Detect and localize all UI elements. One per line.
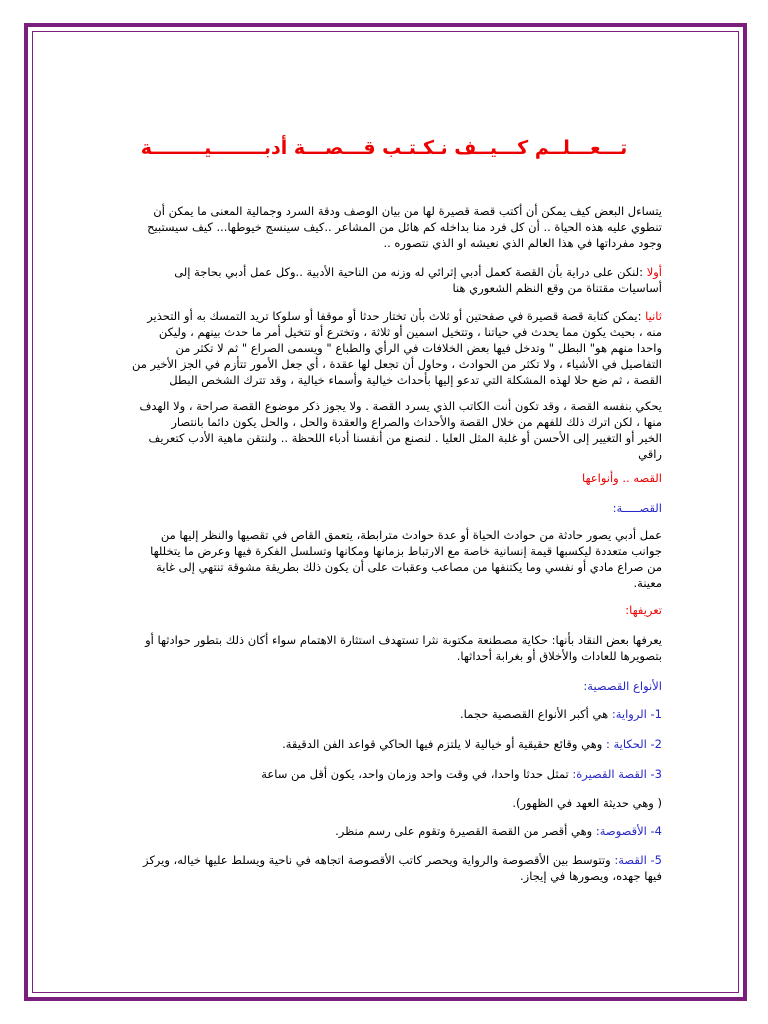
second-point-paragraph [104,308,662,388]
second-point-label: ثانيا [645,309,662,323]
continuation-line: الخير أو التغيير إلى الأحسن أو غلبة المثل العليا . لنصنع من أنفسنا أدباء اللحظة .. ولنتقن ماهية الأدب كتعريف [148,431,662,445]
story-line: عمل أدبي يصور حادثة من حوادث الحياة أو عدة حوادث مترابطة، يتعمق القاص في تقصيها والنظر إليها من [160,528,662,542]
second-point-line: واحدا منهم هو" البطل " وتدخل فيها بعض الخلافات في الرأي والطباع " ويسمى الصراع " ثم لا تكثر من [175,341,662,355]
second-point-line: التفاصيل في الأشياء ، ولا تكثر من الحوادث ، وحاول أن تجعل لها عقدة ، أي جعل الأمور تتأزم في الجز الأخير من [131,357,662,371]
list-item-text: تمثل حدثا واحدا، في وقت واحد وزمان واحد، يكون أقل من ساعة [261,767,573,781]
intro-line: وجود مفرداتها في هذا العالم الذي نعيشه او الذي نتصوره .. [383,236,662,250]
list-item-text: وهي وقائع حقيقية أو خيالية لا يلتزم فيها الحاكي قواعد الفن الدقيقة. [282,737,606,751]
intro-line: تنطوي عليه هذه الحياة .. أن كل فرد منا بداخله كم هائل من المشاعر ..كيف سينسج خيوطها... كيف سيستبيح [147,220,662,234]
list-item [104,706,662,722]
list-item-label: 2- الحكاية : [605,737,662,751]
list-item-text: وهي أقصر من القصة القصيرة وتقوم على رسم منظر. [335,824,596,838]
second-point-line: منه ، بحيث يكون مما يحدث في حياتنا ، وتتخيل اسمين أو ثلاثة ، وتخترع أو تتخيل أمر ما حدث بينهم ، وليكن [158,325,662,339]
first-point-text: :لنكن على دراية بأن القصة كعمل أدبي إثرائي له وزنه من الناحية الأدبية ..وكل عمل أدبي بحاجة إلى [174,265,647,279]
second-point-line: القصة ، ثم ضع حلا لهذه المشكلة التي تدعو إليها بأحداث خيالية وأسماء خيالية ، وقد تترك الشخص البطل [169,373,662,387]
continuation-paragraph [104,398,662,462]
list-item [104,823,662,839]
intro-paragraph [104,203,662,251]
definition-paragraph [104,632,662,664]
list-item-label: 4- الأقصوصة: [595,824,662,838]
list-item-line [104,852,662,868]
definition-heading: تعريفها: [625,603,662,617]
continuation-line: راقي [638,447,662,461]
list-item-text: هي أكبر الأنواع القصصية حجما. [460,707,612,721]
second-point-line [104,308,662,324]
document-body [104,203,662,884]
list-item-label: 1- الرواية: [611,707,662,721]
story-line: من صراع مادي أو نفسي وما يكتنفها من مصاعب وعقبات على أن يكون ذلك بطريقة مشوقة تنتهي إلى غاية [156,560,662,574]
page-title: تـــعـــلــم كـــيــف نـكـتـب قـــصـــة أدبــــــــيــــــــة [140,137,628,159]
definition-line: يعرفها بعض النقاد بأنها: حكاية مصطنعة مكتوبة نثرا تستهدف استثارة الاهتمام سواء أكان ذلك بتطور حوادثها أو [145,633,662,647]
list-item-line: فيها جهده، ويصورها في إيجاز. [520,869,662,883]
list-item-label: 3- القصة القصيرة: [572,767,662,781]
list-item [104,852,662,884]
intro-line: يتساءل البعض كيف يمكن أن أكتب قصة قصيرة لها من بيان الوصف ودقة السرد وجمالية المعنى ما يمكن أن [153,204,662,218]
list-item [104,766,662,782]
first-point-paragraph [104,264,662,296]
continuation-line: منها ، لكن اترك ذلك للفهم من خلال القصة والأحداث والصراع والعقدة والحل ، والحل يكون دائما بانتصار [171,415,662,429]
story-heading: القصـــــة: [612,501,662,515]
section-heading: القصه .. وأنواعها [581,471,662,485]
types-heading: الأنواع القصصية: [583,679,662,693]
first-point-label: أولا [646,265,662,279]
list-item-text: وتتوسط بين الأقصوصة والرواية ويحصر كاتب الأقصوصة اتجاهه في ناحية ويسلط عليها خياله، ويركز [142,853,615,867]
story-line: معينة. [633,576,662,590]
list-item [104,736,662,752]
list-item-label: 5- القصة: [614,853,662,867]
story-line: جوانب متعددة ليكسبها قيمة إنسانية خاصة مع الارتباط بزمانها ومكانها وتسلسل الفكرة فيها وعرض ما يتخللها [150,544,662,558]
story-paragraph [104,527,662,591]
first-point-line [104,264,662,280]
first-point-line: أساسيات مقتناة من وقع النظم الشعوري هنا [452,281,662,295]
second-point-text: :يمكن كتابة قصة قصيرة في صفحتين أو ثلاث بأن تختار حدثا أو موقفا أو سلوكا تريد التمسك به أو التحذير [147,309,646,323]
continuation-line: يحكي بنفسه القصة ، وقد تكون أنت الكاتب الذي يسرد القصة . ولا يجوز ذكر موضوع القصة صراحة ، ولا الهدف [139,399,662,413]
definition-line: بتصويرها للعادات والأخلاق أو بغرابة أحداثها. [456,649,662,663]
list-item-note: ( وهي حديثة العهد في الظهور). [512,796,662,810]
